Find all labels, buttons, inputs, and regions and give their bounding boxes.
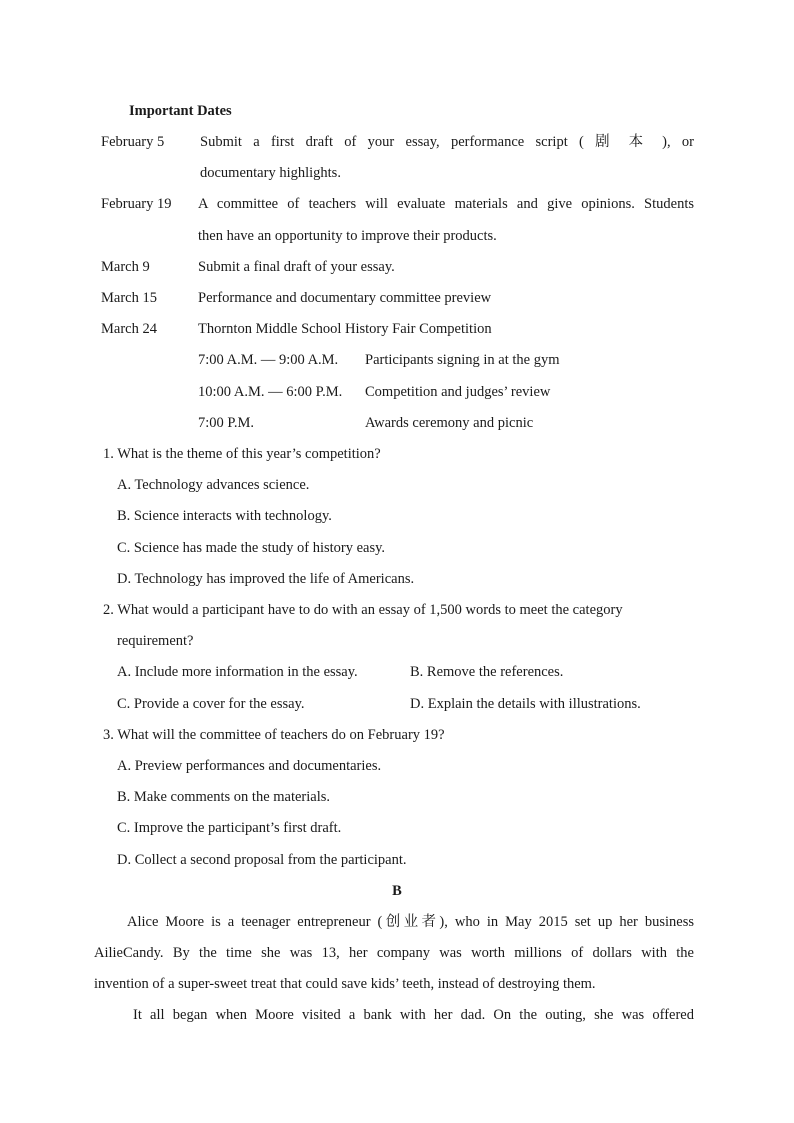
answer-option: B. Remove the references. xyxy=(410,664,564,680)
date-label: March 9 xyxy=(101,259,150,275)
paragraph-line: AilieCandy. By the time she was 13, her company was worth millions of dollars with the xyxy=(94,945,694,961)
paragraph-line: It all began when Moore visited a bank with her dad. On the outing, she was offered xyxy=(133,1007,694,1023)
answer-option: C. Improve the participant’s first draft. xyxy=(117,820,342,836)
date-label: February 5 xyxy=(101,134,165,150)
date-description: Submit a first draft of your essay, performance script ( 剧 本 ), or xyxy=(200,134,694,150)
question-stem: 3. What will the committee of teachers do on February 19? xyxy=(103,727,445,743)
date-description: Thornton Middle School History Fair Competition xyxy=(198,321,492,337)
date-description: A committee of teachers will evaluate materials and give opinions. Students xyxy=(198,196,694,212)
answer-option: B. Science interacts with technology. xyxy=(117,508,332,524)
date-description: then have an opportunity to improve their products. xyxy=(198,228,497,244)
date-label: February 19 xyxy=(101,196,172,212)
answer-option: D. Explain the details with illustrations. xyxy=(410,696,641,712)
schedule-time: 7:00 A.M. — 9:00 A.M. xyxy=(198,352,339,368)
answer-option: A. Include more information in the essay. xyxy=(117,664,358,680)
question-stem: 1. What is the theme of this year’s competition? xyxy=(103,446,381,462)
schedule-time: 10:00 A.M. — 6:00 P.M. xyxy=(198,384,343,400)
dates-heading: Important Dates xyxy=(129,103,232,119)
date-label: March 24 xyxy=(101,321,157,337)
answer-option: C. Provide a cover for the essay. xyxy=(117,696,305,712)
date-description: Performance and documentary committee preview xyxy=(198,290,492,306)
date-description: documentary highlights. xyxy=(200,165,341,181)
answer-option: D. Technology has improved the life of Americans. xyxy=(117,571,415,587)
answer-option: B. Make comments on the materials. xyxy=(117,789,331,805)
schedule-event: Competition and judges’ review xyxy=(365,384,551,400)
paragraph-line: invention of a super-sweet treat that could save kids’ teeth, instead of destroying them. xyxy=(94,976,596,992)
date-label: March 15 xyxy=(101,290,157,306)
answer-option: C. Science has made the study of history easy. xyxy=(117,540,386,556)
schedule-event: Participants signing in at the gym xyxy=(365,352,560,368)
schedule-time: 7:00 P.M. xyxy=(198,415,255,431)
question-stem: requirement? xyxy=(117,633,194,649)
section-heading: B xyxy=(392,883,402,899)
question-stem: 2. What would a participant have to do with an essay of 1,500 words to meet the category xyxy=(103,602,623,618)
answer-option: D. Collect a second proposal from the participant. xyxy=(117,852,407,868)
answer-option: A. Preview performances and documentaries. xyxy=(117,758,382,774)
schedule-event: Awards ceremony and picnic xyxy=(365,415,534,431)
date-description: Submit a final draft of your essay. xyxy=(198,259,395,275)
paragraph-line: Alice Moore is a teenager entrepreneur (创业者), who in May 2015 set up her business xyxy=(127,914,694,930)
answer-option: A. Technology advances science. xyxy=(117,477,310,493)
